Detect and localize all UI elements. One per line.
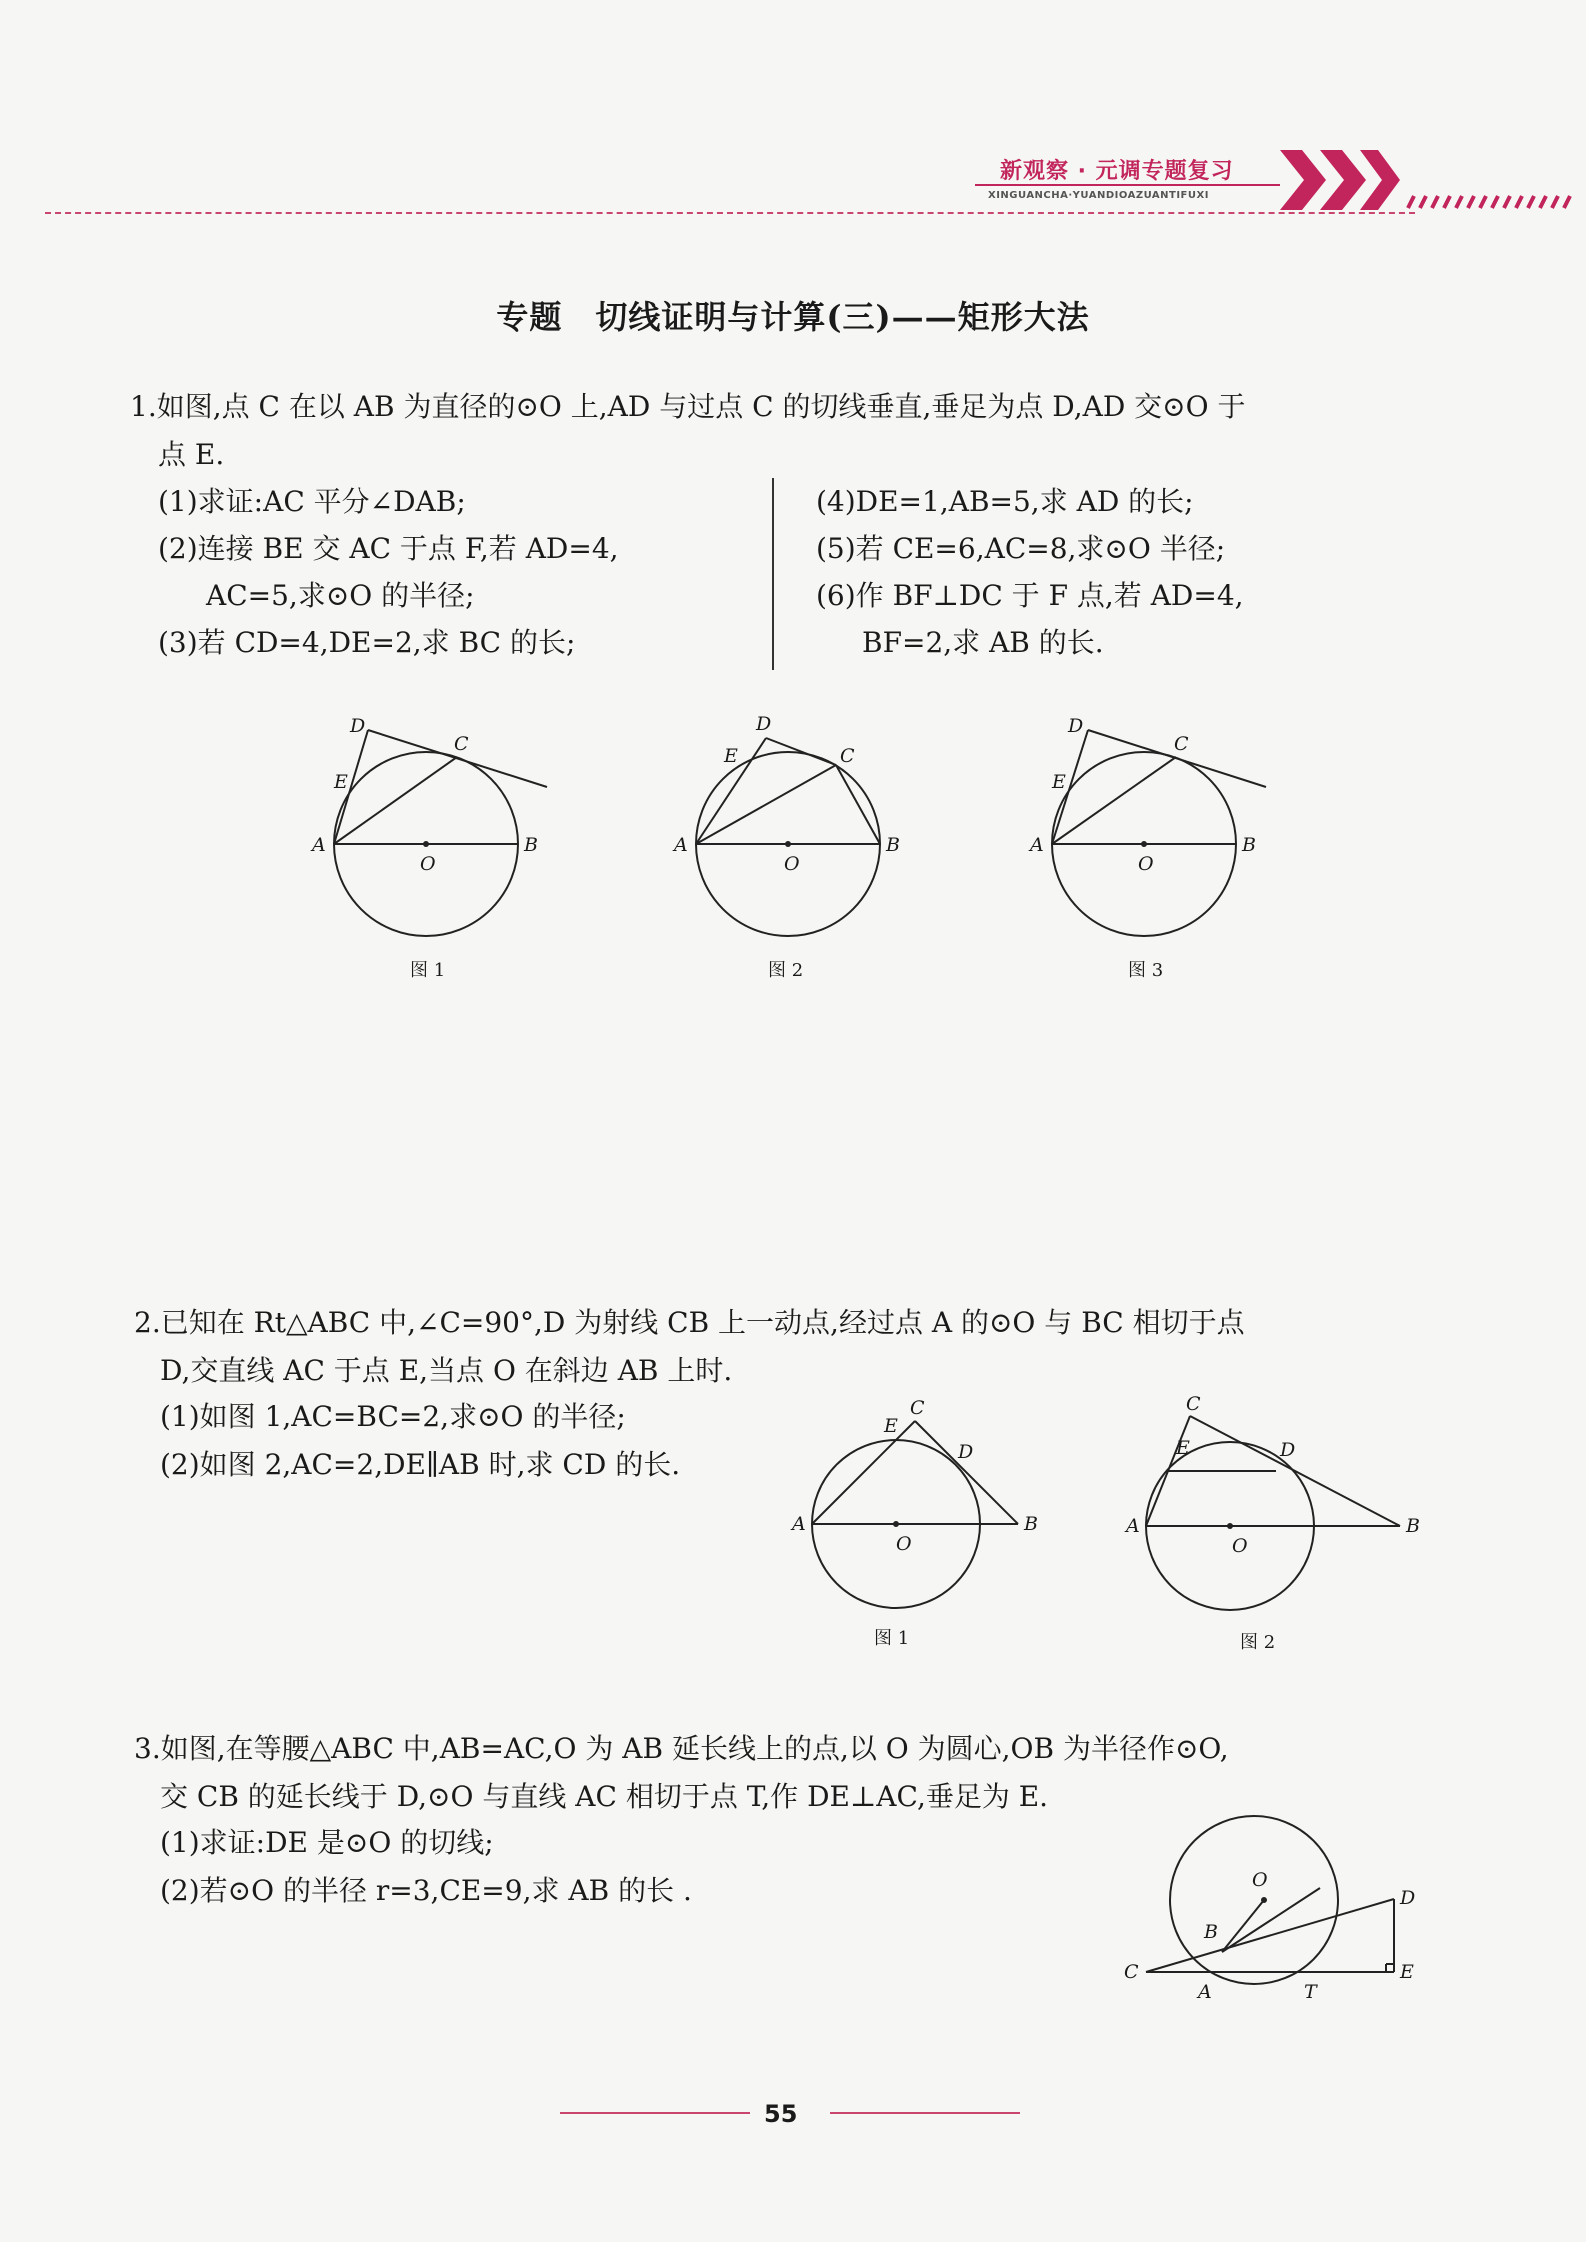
segment-cb xyxy=(836,765,880,844)
line-ob xyxy=(1222,1888,1320,1952)
label-b: B xyxy=(1406,1515,1420,1537)
label-a: A xyxy=(1198,1981,1212,2003)
q1-stem-line1: 1.如图,点 C 在以 AB 为直径的⊙O 上,AD 与过点 C 的切线垂直,垂足为点 D,AD 交⊙O 于 xyxy=(130,390,1246,423)
label-b: B xyxy=(886,834,900,856)
q1-column-divider xyxy=(772,478,774,670)
label-e: E xyxy=(1052,771,1066,793)
q2-figure-1 xyxy=(780,1390,1060,1660)
q3-stem-line1: 3.如图,在等腰△ABC 中,AB=AC,O 为 AB 延长线上的点,以 O 为圆心,OB 为半径作⊙O, xyxy=(134,1732,1229,1765)
label-b: B xyxy=(524,834,538,856)
label-c: C xyxy=(1174,733,1189,755)
center-dot xyxy=(893,1521,899,1527)
center-dot xyxy=(1141,841,1147,847)
label-d: D xyxy=(1400,1887,1416,1909)
center-dot xyxy=(1261,1897,1267,1903)
label-d: D xyxy=(958,1441,974,1463)
segment-ac xyxy=(1052,757,1176,844)
figure-caption: 图 3 xyxy=(1128,960,1164,981)
header-arrows-decoration xyxy=(1280,144,1580,216)
q1-figure-2 xyxy=(660,700,920,990)
label-o: O xyxy=(420,853,436,875)
q3-stem-line2: 交 CB 的延长线于 D,⊙O 与直线 AC 相切于点 T,作 DE⊥AC,垂足为 E. xyxy=(160,1780,1049,1813)
footer-rule-right xyxy=(830,2112,1020,2114)
segment-ac xyxy=(812,1421,915,1524)
label-c: C xyxy=(1124,1961,1139,1983)
label-c: C xyxy=(454,733,469,755)
label-o: O xyxy=(1252,1869,1268,1891)
label-o: O xyxy=(1232,1535,1248,1557)
center-dot xyxy=(785,841,791,847)
q2-part-2: (2)如图 2,AC=2,DE∥AB 时,求 CD 的长. xyxy=(160,1448,681,1481)
figure-caption: 图 1 xyxy=(410,960,446,981)
label-b: B xyxy=(1242,834,1256,856)
q1-part-6b: BF=2,求 AB 的长. xyxy=(862,626,1104,659)
label-a: A xyxy=(312,834,326,856)
label-a: A xyxy=(792,1513,806,1535)
q1-part-6a: (6)作 BF⊥DC 于 F 点,若 AD=4, xyxy=(816,579,1244,612)
circle-o xyxy=(1170,1816,1338,1984)
label-c: C xyxy=(910,1397,925,1419)
label-e: E xyxy=(884,1415,898,1437)
label-o: O xyxy=(1138,853,1154,875)
label-e: E xyxy=(1176,1437,1190,1459)
q2-stem-line1: 2.已知在 Rt△ABC 中,∠C=90°,D 为射线 CB 上一动点,经过点 A 的⊙O 与 BC 相切于点 xyxy=(134,1306,1245,1339)
label-d: D xyxy=(1280,1439,1296,1461)
page-number: 55 xyxy=(764,2100,798,2128)
center-dot xyxy=(423,841,429,847)
label-c: C xyxy=(1186,1393,1201,1415)
center-dot xyxy=(1227,1523,1233,1529)
label-a: A xyxy=(674,834,688,856)
label-t: T xyxy=(1304,1981,1317,2003)
label-e: E xyxy=(724,745,738,767)
q3-figure xyxy=(1110,1820,1430,2020)
series-title: 新观察 · 元调专题复习 xyxy=(1000,159,1234,184)
label-c: C xyxy=(840,745,855,767)
q1-stem-line2: 点 E. xyxy=(158,438,225,471)
figure-caption: 图 1 xyxy=(874,1628,910,1649)
label-a: A xyxy=(1030,834,1044,856)
q1-part-2b: AC=5,求⊙O 的半径; xyxy=(206,579,475,612)
page-title: 专题 切线证明与计算(三)——矩形大法 xyxy=(496,298,1090,336)
label-o: O xyxy=(784,853,800,875)
q3-part-1: (1)求证:DE 是⊙O 的切线; xyxy=(160,1826,494,1859)
label-d: D xyxy=(350,715,366,737)
segment-ac xyxy=(696,765,836,844)
figure-caption: 图 2 xyxy=(1240,1632,1276,1653)
q1-part-3: (3)若 CD=4,DE=2,求 BC 的长; xyxy=(158,626,576,659)
label-a: A xyxy=(1126,1515,1140,1537)
segment-cb xyxy=(915,1421,1018,1524)
label-d: D xyxy=(756,713,772,735)
q2-figure-2 xyxy=(1110,1390,1430,1660)
q1-part-1: (1)求证:AC 平分∠DAB; xyxy=(158,485,466,518)
label-b: B xyxy=(1204,1921,1218,1943)
q1-part-2a: (2)连接 BE 交 AC 于点 F,若 AD=4, xyxy=(158,532,619,565)
line-cd xyxy=(1146,1899,1394,1972)
label-o: O xyxy=(896,1533,912,1555)
segment-ac xyxy=(334,757,457,844)
q1-figure-3 xyxy=(1016,700,1276,990)
q1-figure-1 xyxy=(300,700,560,990)
figure-caption: 图 2 xyxy=(768,960,804,981)
q1-part-4: (4)DE=1,AB=5,求 AD 的长; xyxy=(816,485,1194,518)
q3-part-2: (2)若⊙O 的半径 r=3,CE=9,求 AB 的长 . xyxy=(160,1874,692,1907)
label-e: E xyxy=(334,771,348,793)
q2-stem-line2: D,交直线 AC 于点 E,当点 O 在斜边 AB 上时. xyxy=(160,1354,733,1387)
label-d: D xyxy=(1068,715,1084,737)
header-dashed-line xyxy=(45,212,1415,214)
label-b: B xyxy=(1024,1513,1038,1535)
q2-part-1: (1)如图 1,AC=BC=2,求⊙O 的半径; xyxy=(160,1400,626,1433)
tangent-line-dc xyxy=(766,738,836,765)
series-subtitle: XINGUANCHA·YUANDIOAZUANTIFUXI xyxy=(988,190,1209,201)
footer-rule-left xyxy=(560,2112,750,2114)
q1-part-5: (5)若 CE=6,AC=8,求⊙O 半径; xyxy=(816,532,1226,565)
label-e: E xyxy=(1400,1961,1414,1983)
